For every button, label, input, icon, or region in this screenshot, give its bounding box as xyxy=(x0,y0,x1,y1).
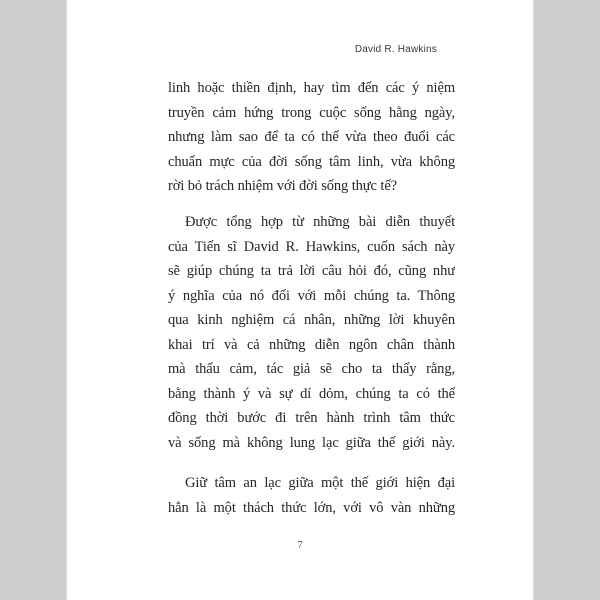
book-page xyxy=(67,0,533,600)
text-line: sẽ giúp chúng ta trả lời câu hỏi đó, cũng như xyxy=(168,263,455,279)
text-line: rời bỏ trách nhiệm với đời sống thực tế? xyxy=(168,178,398,194)
text-line: nhưng làm sao để ta có thể vừa theo đuổi các xyxy=(168,129,455,145)
text-line: qua kinh nghiệm cá nhân, những lời khuyên xyxy=(168,312,455,328)
text-line: đồng thời bước đi trên hành trình tâm thức xyxy=(168,410,455,426)
text-line: bằng thành ý và sự dí dỏm, chúng ta có thể xyxy=(168,385,455,402)
text-line: linh hoặc thiền định, hay tìm đến các ý niệm xyxy=(168,80,455,96)
paragraph-1 xyxy=(168,76,455,199)
text-line: và sống mà không lung lạc giữa thế giới này. xyxy=(168,434,455,451)
text-line: truyền cảm hứng trong cuộc sống hằng ngày, xyxy=(168,104,455,121)
running-header-author: David R. Hawkins xyxy=(354,44,437,55)
page-body-text xyxy=(168,76,455,520)
text-line: chuẩn mực của đời sống tâm linh, vừa không xyxy=(168,153,455,170)
text-line: Được tổng hợp từ những bài diễn thuyết xyxy=(185,214,455,230)
text-line: ý nghĩa của nó đối với mỗi chúng ta. Thông xyxy=(168,287,455,304)
text-line: mà thấu cảm, tác giả sẽ cho ta thấy rằng, xyxy=(168,361,455,377)
text-line: hẳn là một thách thức lớn, với vô vàn những xyxy=(168,499,455,516)
text-line: của Tiến sĩ David R. Hawkins, cuốn sách này xyxy=(168,238,455,255)
paragraph-2 xyxy=(168,210,455,455)
page-number: 7 xyxy=(297,539,303,551)
text-line: khai trí và cả những diễn ngôn chân thành xyxy=(168,336,455,353)
text-line: Giữ tâm an lạc giữa một thế giới hiện đại xyxy=(185,475,455,491)
paragraph-3 xyxy=(168,471,455,520)
